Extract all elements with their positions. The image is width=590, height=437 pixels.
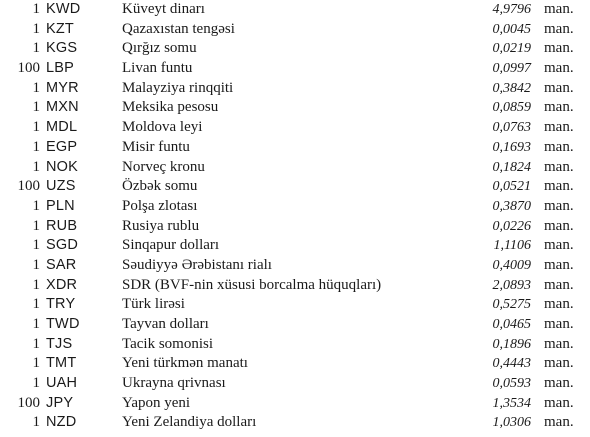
table-row (0, 138, 590, 158)
nominal-amount: 1 (32, 217, 40, 234)
exchange-rate: 2,0893 (492, 277, 531, 293)
currency-name: Küveyt dinarı (122, 1, 205, 17)
rate-unit: man. (544, 138, 574, 155)
table-row (0, 79, 590, 99)
currency-code: UZS (46, 178, 76, 195)
currency-code: TJS (46, 335, 73, 352)
exchange-rate: 0,1896 (492, 336, 531, 352)
rate-unit: man. (544, 20, 574, 37)
currency-code: UAH (46, 375, 78, 392)
rate-unit: man. (544, 158, 574, 175)
rate-unit: man. (544, 375, 574, 392)
currency-name: Özbək somu (122, 178, 198, 195)
rate-unit: man. (544, 237, 574, 254)
rate-unit: man. (544, 197, 574, 214)
currency-name: Rusiya rublu (122, 217, 200, 234)
table-row (0, 256, 590, 276)
table-row (0, 354, 590, 374)
nominal-amount: 1 (32, 119, 40, 136)
table-row (0, 20, 590, 40)
exchange-rate: 0,1824 (492, 159, 531, 175)
nominal-amount: 1 (32, 414, 40, 431)
rate-unit: man. (544, 1, 574, 17)
currency-name: Qazaxıstan tengəsi (122, 20, 235, 37)
nominal-amount: 100 (17, 60, 40, 77)
exchange-rate: 0,4443 (492, 356, 531, 372)
rate-unit: man. (544, 355, 574, 372)
currency-code: NOK (46, 158, 79, 175)
currency-name: Livan funtu (122, 60, 193, 77)
nominal-amount: 1 (32, 375, 40, 392)
nominal-amount: 100 (17, 178, 40, 195)
exchange-rate: 0,0997 (492, 61, 531, 77)
table-row (0, 197, 590, 217)
table-row (0, 98, 590, 118)
currency-code: TWD (46, 316, 80, 332)
rate-unit: man. (544, 60, 574, 77)
exchange-rate: 1,1106 (493, 238, 531, 254)
table-row (0, 0, 590, 20)
exchange-rate: 0,0226 (492, 218, 531, 234)
exchange-rate: 1,0306 (492, 415, 531, 431)
currency-name: Yeni türkmən manatı (122, 355, 248, 372)
table-row (0, 335, 590, 355)
currency-name: Tayvan dolları (122, 316, 209, 332)
currency-code: JPY (46, 394, 74, 411)
exchange-rate: 0,0763 (492, 120, 531, 136)
rate-unit: man. (544, 79, 574, 96)
rate-unit: man. (544, 119, 574, 136)
currency-name: Qırğız somu (122, 40, 197, 57)
nominal-amount: 1 (32, 99, 40, 116)
nominal-amount: 100 (17, 394, 40, 411)
table-row (0, 413, 590, 433)
currency-code: SAR (46, 256, 77, 273)
table-row (0, 158, 590, 178)
currency-code: EGP (46, 138, 78, 155)
exchange-rate: 0,0219 (492, 41, 531, 57)
rate-unit: man. (544, 99, 574, 116)
rate-unit: man. (544, 335, 574, 352)
exchange-rate: 0,0593 (492, 376, 531, 392)
rate-unit: man. (544, 394, 574, 411)
currency-code: TMT (46, 355, 77, 372)
exchange-rate: 0,0859 (492, 100, 531, 116)
nominal-amount: 1 (32, 237, 40, 254)
nominal-amount: 1 (32, 158, 40, 175)
currency-name: Polşa zlotası (122, 197, 198, 214)
rate-unit: man. (544, 217, 574, 234)
currency-code: TRY (46, 296, 76, 313)
currency-code: SGD (46, 237, 79, 254)
currency-name: Tacik somonisi (122, 335, 214, 352)
nominal-amount: 1 (32, 138, 40, 155)
table-row (0, 394, 590, 414)
currency-code: RUB (46, 217, 78, 234)
rate-unit: man. (544, 256, 574, 273)
nominal-amount: 1 (32, 335, 40, 352)
table-row (0, 236, 590, 256)
nominal-amount: 1 (32, 197, 40, 214)
table-row (0, 295, 590, 315)
table-row (0, 39, 590, 59)
currency-name: Norveç kronu (122, 158, 205, 175)
exchange-rate: 0,3842 (492, 80, 531, 96)
table-row (0, 374, 590, 394)
currency-code: KZT (46, 20, 74, 37)
currency-name: Malayziya rinqqiti (122, 79, 234, 96)
currency-name: Meksika pesosu (122, 99, 219, 116)
exchange-rate: 4,9796 (492, 2, 531, 17)
currency-code: NZD (46, 414, 77, 431)
nominal-amount: 1 (32, 296, 40, 313)
currency-code: MXN (46, 99, 79, 116)
exchange-rate: 1,3534 (492, 395, 531, 411)
nominal-amount: 1 (32, 40, 40, 57)
rate-unit: man. (544, 40, 574, 57)
table-row (0, 118, 590, 138)
exchange-rate: 0,0465 (492, 317, 531, 332)
currency-code: KGS (46, 40, 78, 57)
rate-unit: man. (544, 178, 574, 195)
currency-name: Yapon yeni (122, 394, 191, 411)
currency-name: Misir funtu (122, 138, 190, 155)
rate-unit: man. (544, 276, 574, 293)
exchange-rate: 0,1693 (492, 139, 531, 155)
currency-code: PLN (46, 197, 75, 214)
table-row (0, 59, 590, 79)
rate-unit: man. (544, 316, 574, 332)
currency-name: Yeni Zelandiya dolları (122, 414, 257, 431)
currency-name: Ukrayna qrivnası (122, 375, 226, 392)
nominal-amount: 1 (32, 256, 40, 273)
nominal-amount: 1 (32, 79, 40, 96)
exchange-rate: 0,5275 (492, 297, 531, 313)
exchange-rate: 0,4009 (492, 257, 531, 273)
table-row (0, 217, 590, 237)
nominal-amount: 1 (32, 316, 40, 332)
nominal-amount: 1 (32, 1, 40, 17)
currency-name: Moldova leyi (122, 119, 203, 136)
currency-code: LBP (46, 60, 75, 77)
table-row (0, 177, 590, 197)
exchange-rate: 0,3870 (492, 198, 531, 214)
rate-unit: man. (544, 296, 574, 313)
currency-code: MDL (46, 119, 78, 136)
currency-name: Türk lirəsi (122, 296, 185, 313)
nominal-amount: 1 (32, 20, 40, 37)
exchange-rate: 0,0521 (492, 179, 531, 195)
nominal-amount: 1 (32, 355, 40, 372)
rate-unit: man. (544, 414, 574, 431)
currency-code: KWD (46, 1, 81, 17)
nominal-amount: 1 (32, 276, 40, 293)
currency-name: Sinqapur dolları (122, 237, 220, 254)
currency-name: SDR (BVF-nin xüsusi borcalma hüquqları) (122, 276, 382, 293)
currency-code: XDR (46, 276, 78, 293)
exchange-rate: 0,0045 (492, 21, 531, 37)
currency-name: Səudiyyə Ərəbistanı rialı (122, 256, 272, 273)
currency-code: MYR (46, 79, 79, 96)
table-row (0, 315, 590, 335)
table-row (0, 276, 590, 296)
